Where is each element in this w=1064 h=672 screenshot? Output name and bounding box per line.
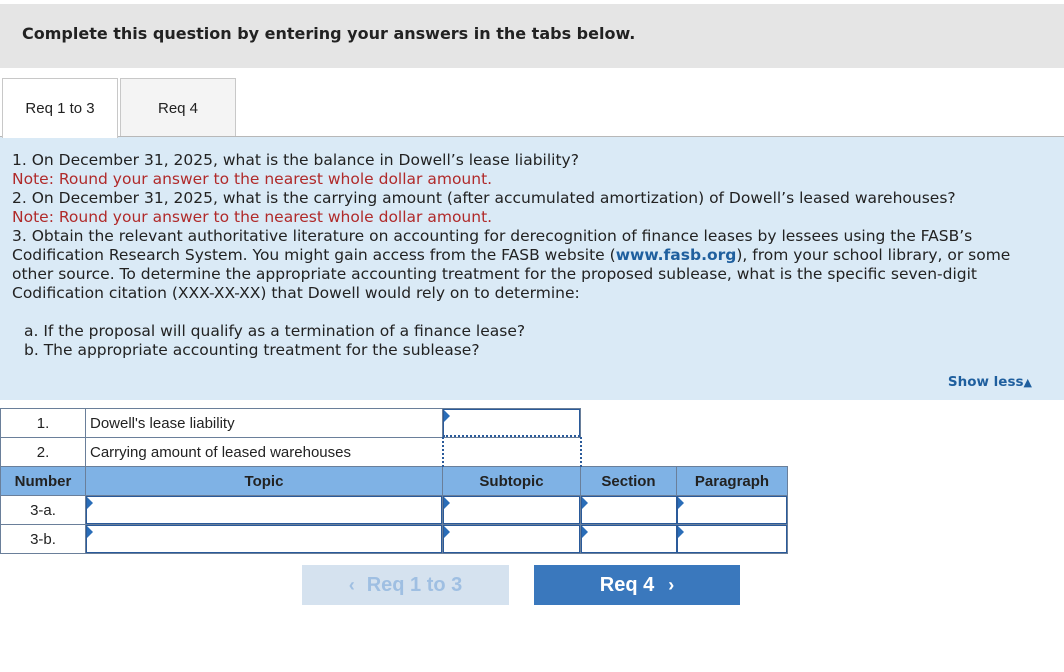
question-1: 1. On December 31, 2025, what is the balance in Dowell’s lease liability?	[12, 151, 579, 169]
question-3	[12, 227, 1052, 303]
note-2: Note: Round your answer to the nearest whole dollar amount.	[12, 208, 493, 226]
table-row	[1, 525, 788, 554]
subtopic-input-3a[interactable]	[443, 496, 580, 524]
answer-table	[0, 408, 788, 554]
question-panel	[0, 137, 1064, 400]
table-row	[1, 409, 788, 438]
chevron-left-icon: ‹	[348, 574, 355, 595]
next-req-button[interactable]	[534, 565, 740, 605]
topic-input-3a[interactable]	[86, 496, 442, 524]
header-section: Section	[581, 467, 677, 495]
row-label: Dowell's lease liability	[86, 409, 443, 438]
instructions-title: Complete this question by entering your answers in the tabs below.	[22, 24, 636, 43]
topic-input-3b[interactable]	[86, 525, 442, 553]
next-req-label: Req 4	[599, 573, 655, 596]
sub-question-a: a. If the proposal will qualify as a termination of a finance lease?	[24, 322, 526, 340]
header-number: Number	[1, 467, 86, 496]
lease-liability-cell	[443, 409, 581, 438]
row-label: Carrying amount of leased warehouses	[86, 438, 443, 467]
prev-req-label: Req 1 to 3	[366, 573, 463, 596]
lease-liability-input[interactable]	[443, 409, 580, 437]
show-less-label: Show less	[947, 374, 1024, 390]
header-paragraph: Paragraph	[694, 472, 770, 490]
citation-header-row	[1, 467, 788, 496]
row-number: 1.	[1, 409, 86, 438]
paragraph-input-3a[interactable]	[677, 496, 787, 524]
triangle-up-icon: ▲	[1023, 376, 1032, 389]
prev-req-button[interactable]	[302, 565, 509, 605]
table-row	[1, 496, 788, 525]
question-2: 2. On December 31, 2025, what is the carrying amount (after accumulated amortization) of Dowell’s leased warehouses?	[12, 189, 956, 207]
subtopic-input-3b[interactable]	[443, 525, 580, 553]
section-input-3b[interactable]	[581, 525, 677, 553]
section-input-3a[interactable]	[581, 496, 677, 524]
tab-req-4[interactable]: Req 4	[120, 78, 236, 137]
note-1: Note: Round your answer to the nearest whole dollar amount.	[12, 170, 493, 188]
sub-questions	[12, 322, 1052, 360]
paragraph-input-3b[interactable]	[677, 525, 787, 553]
header-subtopic: Subtopic	[443, 467, 581, 496]
instructions-bar	[0, 4, 1064, 68]
tab-req-1-to-3[interactable]: Req 1 to 3	[2, 78, 118, 138]
carrying-amount-input[interactable]	[444, 438, 580, 466]
row-number: 3-a.	[1, 496, 86, 525]
question-3-text-start: 3. Obtain the relevant authoritative literature on accounting for derecognition of finance leases by lessees using the FASB’s Codification Research System. You might gain access from the FASB website (	[12, 227, 973, 264]
row-number: 3-b.	[1, 525, 86, 554]
sub-question-b: b. The appropriate accounting treatment for the sublease?	[24, 341, 480, 359]
chevron-right-icon: ›	[668, 574, 675, 595]
show-less-toggle[interactable]	[948, 373, 1032, 392]
question-3-text-end: ), from your school library, or some other source. To determine the appropriate accounting treatment for the proposed sublease, what is the specific seven-digit Codification citation (XXX-XX-XX) that Dowell would rely on to determine:	[12, 246, 1011, 302]
table-row	[1, 438, 788, 467]
row-number: 2.	[1, 438, 86, 467]
header-topic: Topic	[86, 467, 443, 496]
carrying-amount-cell	[443, 438, 581, 467]
fasb-link[interactable]: www.fasb.org	[615, 246, 737, 264]
